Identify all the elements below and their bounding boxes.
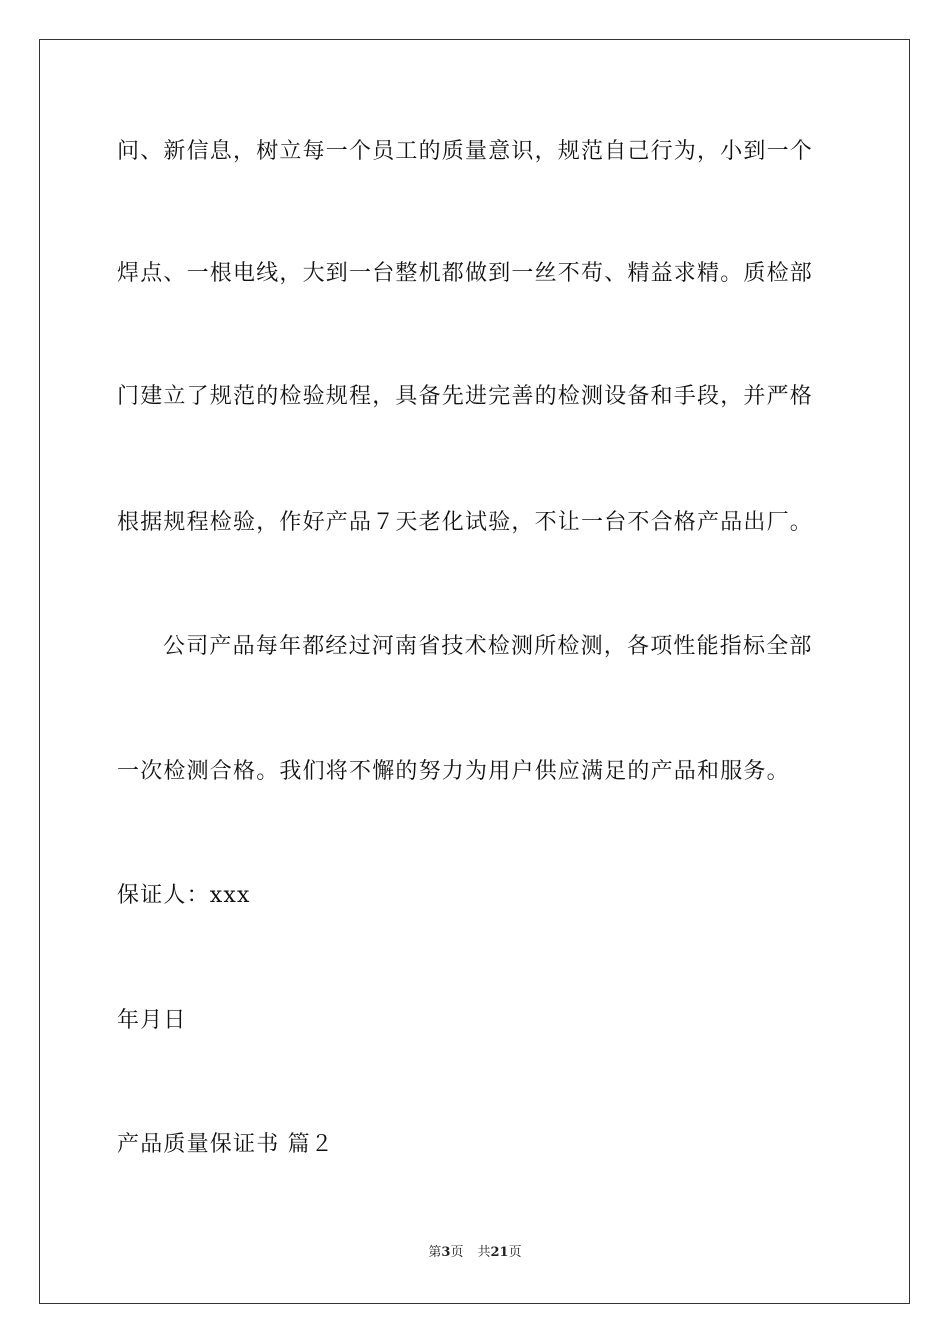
guarantor-line: 保证人：xxx [117, 883, 251, 908]
page-suffix: 页 [450, 1245, 464, 1260]
page-frame [39, 39, 910, 1304]
page-number: 3 [441, 1245, 451, 1260]
body-line-2: 焊点、一根电线，大到一台整机都做到一丝不苟、精益求精。质检部 [117, 261, 814, 286]
total-prefix: 共 [477, 1245, 491, 1260]
total-pages: 21 [490, 1245, 509, 1260]
total-suffix: 页 [508, 1245, 522, 1260]
date-line: 年月日 [117, 1008, 187, 1033]
page-prefix: 第 [428, 1245, 442, 1260]
body-line-3: 门建立了规范的检验规程，具备先进完善的检测设备和手段，并严格 [117, 384, 814, 409]
body-line-6: 一次检测合格。我们将不懈的努力为用户供应满足的产品和服务。 [117, 759, 790, 784]
section-heading: 产品质量保证书 篇２ [117, 1132, 334, 1157]
body-line-5: 公司产品每年都经过河南省技术检测所检测，各项性能指标全部 [163, 634, 813, 659]
body-line-4: 根据规程检验，作好产品７天老化试验，不让一台不合格产品出厂。 [117, 510, 814, 535]
page-footer [0, 1244, 950, 1262]
body-line-1: 问、新信息，树立每一个员工的质量意识，规范自己行为，小到一个 [117, 139, 814, 164]
